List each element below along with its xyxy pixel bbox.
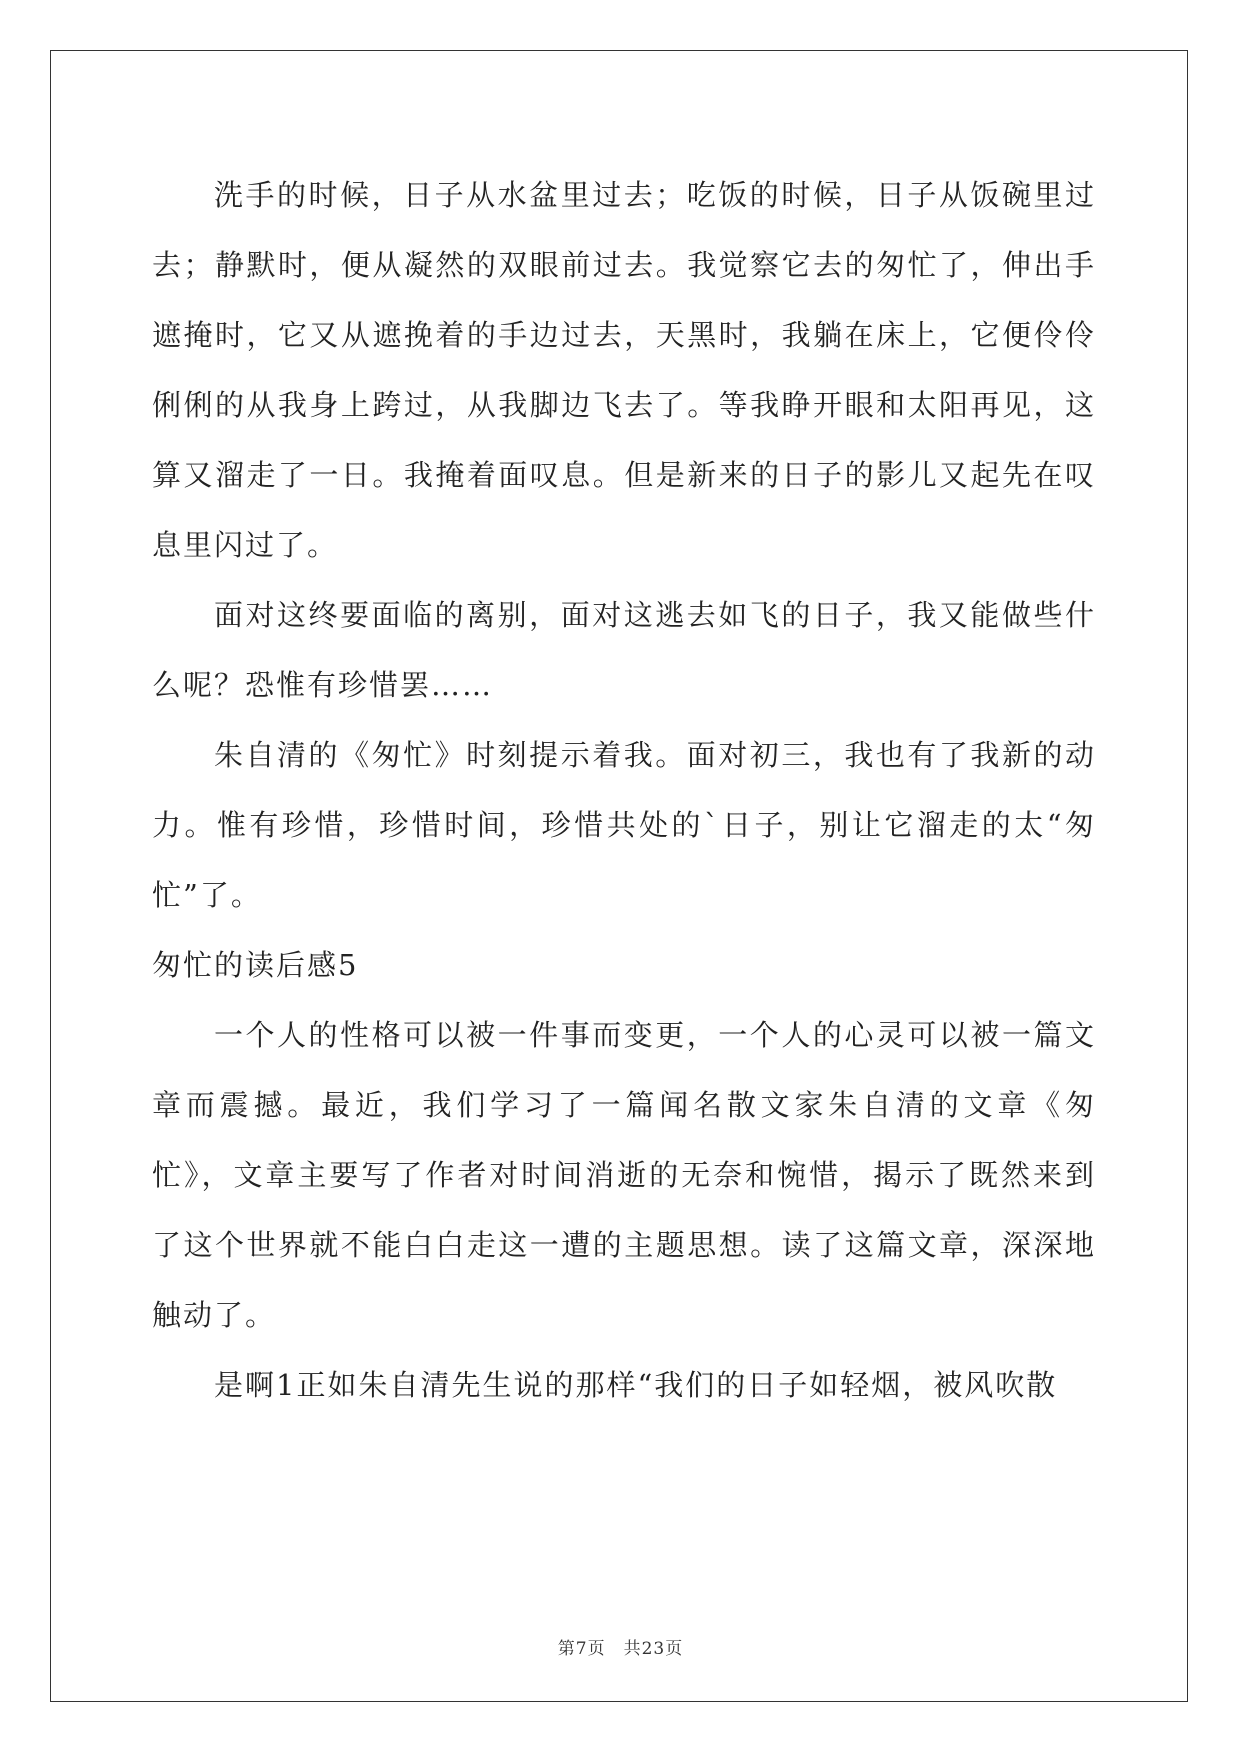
paragraph-1: 洗手的时候，日子从水盆里过去；吃饭的时候，日子从饭碗里过去；静默时，便从凝然的双眼前过去。我觉察它去的匆忙了，伸出手遮掩时，它又从遮挽着的手边过去，天黑时，我躺在床上，它便伶伶俐俐的从我身上跨过，从我脚边飞去了。等我睁开眼和太阳再见，这算又溜走了一日。我掩着面叹息。但是新来的日子的影儿又起先在叹息里闪过了。: [152, 178, 1096, 562]
page-footer: [0, 1634, 1241, 1659]
paragraph-5: 是啊1正如朱自清先生说的那样“我们的日子如轻烟，被风吹散: [214, 1368, 1058, 1402]
section-heading: 匆忙的读后感5: [152, 948, 359, 982]
paragraph-2: 面对这终要面临的离别，面对这逃去如飞的日子，我又能做些什么呢？恐惟有珍惜罢……: [152, 598, 1096, 702]
paragraph-4: 一个人的性格可以被一件事而变更，一个人的心灵可以被一篇文章而震撼。最近，我们学习了一篇闻名散文家朱自清的文章《匆忙》，文章主要写了作者对时间消逝的无奈和惋惜，揭示了既然来到了这个世界就不能白白走这一遭的主题思想。读了这篇文章，深深地触动了。: [152, 1018, 1096, 1332]
paragraph-3: 朱自清的《匆忙》时刻提示着我。面对初三，我也有了我新的动力。惟有珍惜，珍惜时间，珍惜共处的`日子，别让它溜走的太“匆忙”了。: [152, 738, 1096, 912]
current-page-label: 第7页: [557, 1639, 606, 1659]
total-pages-label: 共23页: [623, 1639, 684, 1659]
document-body: [152, 160, 1096, 1420]
